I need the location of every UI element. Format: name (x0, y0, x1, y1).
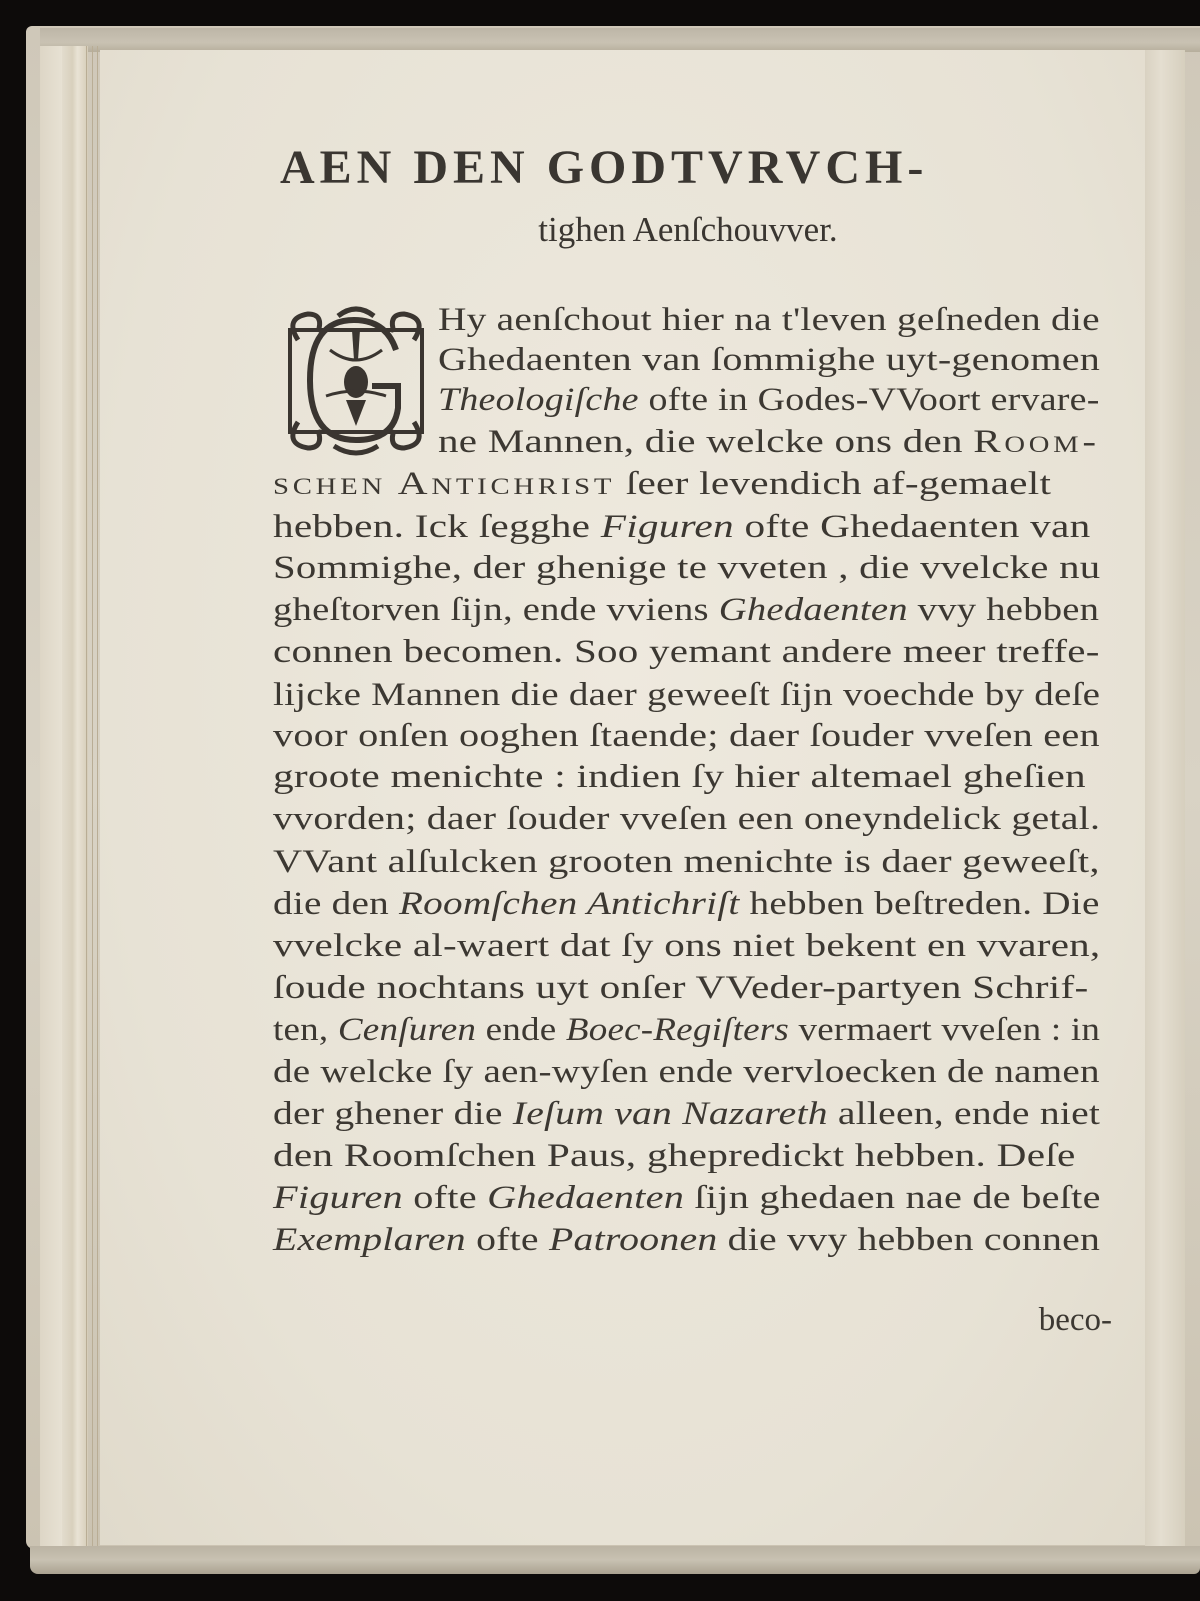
text-line: der ghener die Ieſum van Nazareth alleen, ende niet (273, 1096, 1101, 1132)
text-line: ne Mannen, die welcke ons den Room- (438, 424, 1100, 460)
page-edges-stack (62, 46, 88, 1546)
page-edge-line (92, 46, 93, 1546)
page-right-edge (1145, 50, 1185, 1546)
text-line: de welcke ſy aen-wyſen ende vervloecken de namen (273, 1054, 1100, 1090)
italic-word: Theologiſche (438, 382, 639, 418)
page-edge-line (86, 46, 87, 1546)
page-title: AEN DEN GODTVRVCH- (280, 141, 929, 194)
text-line: schen Antichrist ſeer levendich af-gemaelt (273, 466, 1052, 502)
vellum-top-fold (40, 28, 1200, 52)
decorated-initial-g-icon (276, 300, 436, 458)
text-line: Figuren ofte Ghedaenten ſijn ghedaen nae de beſte (273, 1180, 1101, 1216)
text-line: connen becomen. Soo yemant andere meer treffe- (273, 634, 1100, 670)
text-line: Exemplaren ofte Patroonen die vvy hebben connen (273, 1222, 1101, 1258)
text-line: den Roomſchen Paus, ghepredickt hebben. Deſe (273, 1138, 1076, 1174)
vellum-bottom-fold (30, 1546, 1200, 1574)
page-edge-line (97, 46, 98, 1546)
text-line: Theologiſche ofte in Godes-VVoort ervare- (438, 382, 1100, 418)
book-page (100, 50, 1145, 1545)
text-line: vvelcke al-waert dat ſy ons niet bekent en vvaren, (273, 928, 1101, 964)
text-line: lijcke Mannen die daer geweeſt ſijn voechde by deſe (273, 677, 1101, 713)
page-edges-left (40, 46, 62, 1546)
text-line: Sommighe, der ghenige te vveten , die vvelcke nu (273, 550, 1101, 586)
text-line: VVant alſulcken grooten menichte is daer geweeſt, (273, 844, 1100, 880)
text-line: ſoude nochtans uyt onſer VVeder-partyen Schrif- (273, 970, 1089, 1006)
text-line: hebben. Ick ſegghe Figuren ofte Ghedaenten van (273, 509, 1091, 545)
text-line: voor onſen ooghen ſtaende; daer ſouder vveſen een (273, 718, 1100, 754)
page-subtitle: tighen Aenſchouvver. (538, 210, 838, 249)
text-line: ten, Cenſuren ende Boec-Regiſters vermaert vveſen : in (273, 1012, 1101, 1048)
text-line: die den Roomſchen Antichriſt hebben beſtreden. Die (273, 886, 1100, 922)
text-line: groote menichte : indien ſy hier altemael gheſien (273, 759, 1086, 795)
text-line: Hy aenſchout hier na t'leven geſneden die (438, 302, 1100, 338)
text-line: Ghedaenten van ſommighe uyt-genomen (438, 342, 1101, 378)
text-line: gheſtorven ſijn, ende vviens Ghedaenten vvy hebben (273, 592, 1100, 628)
catchword: beco- (1038, 1302, 1112, 1338)
text-line: vvorden; daer ſouder vveſen een oneyndelick getal. (273, 801, 1101, 837)
